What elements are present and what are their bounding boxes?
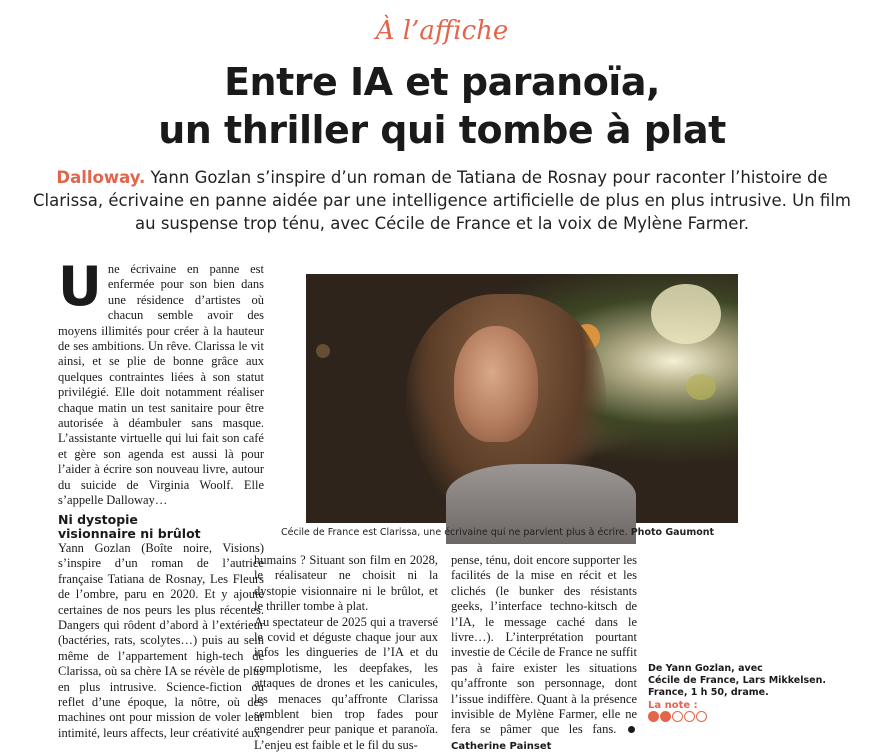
section-kicker: À l’affiche [375, 16, 509, 46]
rating-circle-filled-icon [660, 711, 671, 722]
article-column-3 [451, 553, 637, 754]
background-light [651, 284, 721, 344]
actress-face [454, 326, 538, 442]
article-subhead [58, 513, 258, 541]
article-column-2 [254, 553, 438, 753]
rating-circle-empty-icon [684, 711, 695, 722]
article-column-1 [58, 255, 264, 509]
photo-caption [281, 527, 741, 539]
bullet-icon [628, 726, 635, 733]
rating-circle-filled-icon [648, 711, 659, 722]
paragraph-3: humains ? Situant son film en 2028, le réalisateur ne choisit ni la dystopie visionnaire ni le brûlot, et le thriller tombe à plat. [254, 553, 438, 614]
rating-circle-empty-icon [696, 711, 707, 722]
subhead-line-1: Ni dystopie [58, 512, 138, 527]
rating-circle-empty-icon [672, 711, 683, 722]
info-cast: Cécile de France, Lars Mikkelsen. [648, 675, 826, 686]
headline-line-1: Entre IA et paranoïa, [224, 60, 660, 104]
paragraph-intro: ne écrivaine en panne est enfermée pour son bien dans une résidence d’artistes où chacun semble avoir des moyens illimités pour créer à la hauteur de ses ambitions. Un rêve. Clarissa le vit ainsi, et se plie de bonne grâce aux quelques contraintes liées à son statut privilégié. Elle doit notamment réaliser chaque matin un test sanitaire pour être autorisée à déambuler sans masque. L’assistante virtuelle qui lui fait son café et gère son agenda est aussi là pour l’aider à écrire son nouveau livre, autour du suicide de Virginia Woolf. Elle s’appelle Dalloway… [58, 262, 264, 508]
bokeh-light [686, 374, 716, 400]
paragraph-5: pense, ténu, doit encore supporter les facilités de la mise en récit et les clichés (le bunker des résistants geeks, l’interface techno-kitsch de l’IA, le message caché dans le livre…). L’interprétation pourtant investie de Cécile de France ne suffit pas à faire exister les situations qu’affronte son personnage, dont l’issue indiffère. Quant à la présence invisible de Mylène Farmer, elle ne fera se pâmer que les fans. [451, 553, 637, 737]
author-signature: Catherine Painset [451, 740, 552, 752]
lede [24, 166, 860, 235]
photo-credit: Photo Gaumont [630, 527, 715, 538]
info-details: France, 1 h 50, drame. [648, 687, 769, 698]
headline-line-2: un thriller qui tombe à plat [158, 108, 726, 152]
info-director: De Yann Gozlan, avec [648, 663, 763, 674]
headline [0, 58, 884, 154]
caption-text: Cécile de France est Clarissa, une écrivaine qui ne parvient plus à écrire. [281, 527, 628, 538]
paragraph-4: Au spectateur de 2025 qui a traversé le covid et déguste chaque jour aux infos les dingueries de l’IA et du complotisme, les deepfakes, les attaques de drones et les canicules, les menaces qu’affronte Clarissa semblent bien trop fades pour engendrer peur panique et paranoïa. L’enjeu est faible et le fil du sus- [254, 614, 438, 752]
film-info-box [648, 663, 838, 699]
lede-text: Yann Gozlan s’inspire d’un roman de Tatiana de Rosnay pour raconter l’histoire de Clarissa, écrivaine en panne aidée par une intelligence artificielle de plus en plus intrusive. Un film au suspense trop ténu, avec Cécile de France et la voix de Mylène Farmer. [33, 168, 851, 233]
article-column-1-continued [58, 541, 264, 741]
film-title: Dalloway. [56, 168, 146, 187]
paragraph-2: Yann Gozlan (Boîte noire, Visions) s’inspire d’un roman de l’autrice française Tatiana de Rosnay, Les Fleurs de l’ombre, paru en 2020. Et y ajoute certaines de nos peurs les plus récentes. Dangers qui rôdent d’abord à l’extérieur (bactéries, rats, scolytes…) puis au sein même de l’appartement high-tech de Clarissa, où sa chère IA se révèle de plus en plus intrusive. Science-fiction ou reflet d’une époque, la nôtre, où des machines ont pour mission de voler leur intimité, leurs affects, leur créativité aux [58, 541, 264, 740]
bokeh-light [316, 344, 330, 358]
rating-circles [648, 711, 707, 722]
drop-cap: U [58, 255, 102, 318]
subhead-line-2: visionnaire ni brûlot [58, 526, 201, 541]
film-still-photo [306, 274, 738, 523]
rating-label: La note : [648, 700, 698, 711]
